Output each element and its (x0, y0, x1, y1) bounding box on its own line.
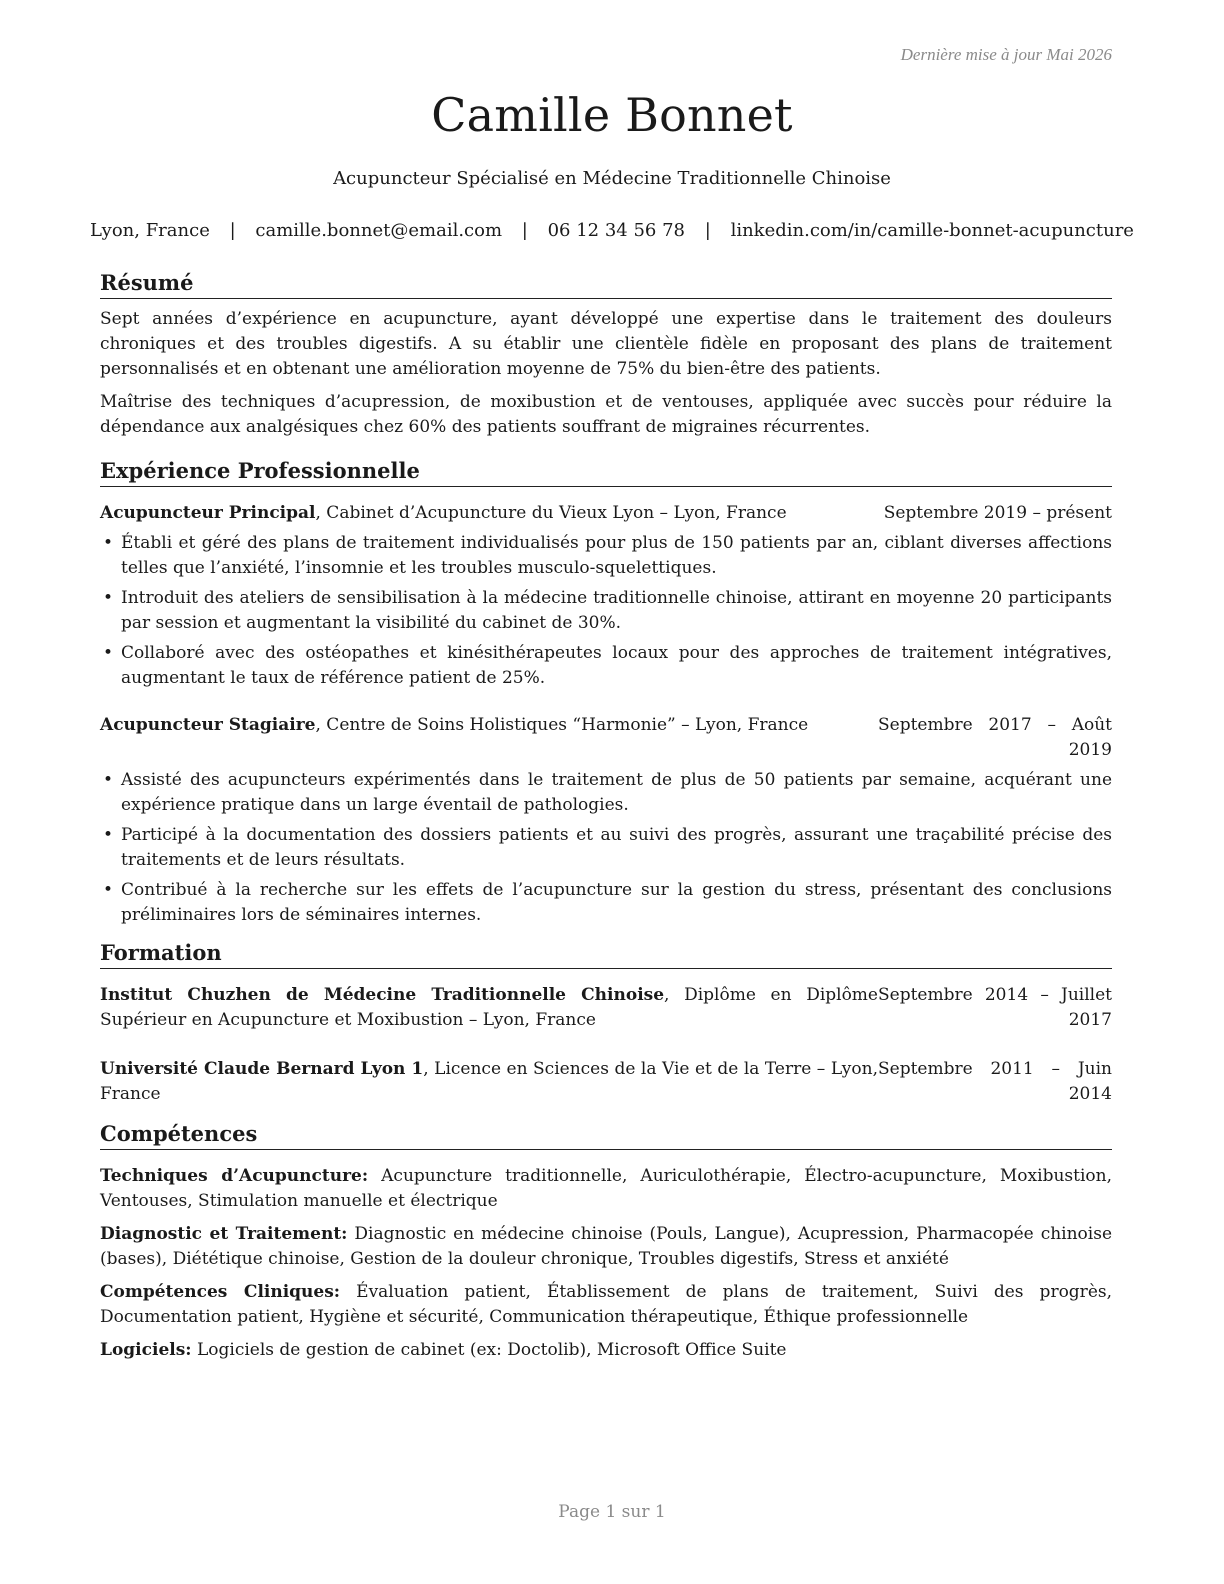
education-dates: Septembre 2014 – Juillet 2017 (878, 985, 1112, 1030)
summary-section (100, 270, 1112, 440)
candidate-name: Camille Bonnet (431, 88, 793, 142)
list-item: • Contribué à la recherche sur les effets de l’acupuncture sur la gestion du stress, présentant des conclusions préliminaires lors de séminaires internes. (103, 880, 1112, 925)
section-title-summary: Résumé (100, 270, 1112, 299)
resume-content (100, 270, 1112, 1363)
education-entry (100, 983, 1112, 1033)
skill-label: Compétences Cliniques: (100, 1282, 341, 1302)
job-bullets (100, 768, 1112, 928)
skill-label: Techniques d’Acupuncture: (100, 1166, 369, 1186)
list-item: • Assisté des acupuncteurs expérimentés dans le traitement de plus de 50 patients par semaine, acquérant une expérience pratique dans un large éventail de pathologies. (103, 770, 1112, 815)
contact-phone[interactable]: 06 12 34 56 78 (547, 220, 686, 241)
job-role: Acupuncteur Stagiaire (100, 715, 316, 735)
job-header (100, 713, 1112, 763)
skill-row (100, 1338, 1112, 1363)
contact-location: Lyon, France (90, 220, 210, 241)
separator: | (704, 220, 711, 241)
section-title-experience: Expérience Professionnelle (100, 458, 1112, 487)
summary-paragraph: Maîtrise des techniques d’acupression, de moxibustion et de ventouses, appliquée avec succès pour réduire la dépendance aux analgésiques chez 60% des patients souffrant de migraines récurrentes. (100, 392, 1112, 437)
list-item: • Collaboré avec des ostéopathes et kinésithérapeutes locaux pour des approches de traitement intégratives, augmentant le taux de référence patient de 25%. (103, 643, 1112, 688)
contact-line (0, 220, 1224, 241)
education-dates: Septembre 2011 – Juin 2014 (878, 1059, 1112, 1104)
education-section (100, 940, 1112, 1107)
last-updated: Dernière mise à jour Mai 2026 (900, 45, 1112, 64)
skill-row (100, 1164, 1112, 1214)
list-item: • Introduit des ateliers de sensibilisation à la médecine traditionnelle chinoise, attirant en moyenne 20 participants par session et augmentant la visibilité du cabinet de 30%. (103, 588, 1112, 633)
job-title: Acupuncteur Spécialisé en Médecine Traditionnelle Chinoise (333, 168, 891, 189)
job-bullets (100, 531, 1112, 691)
job-header (100, 501, 1112, 526)
summary-paragraph: Sept années d’expérience en acupuncture, ayant développé une expertise dans le traitement des douleurs chroniques et des troubles digestifs. A su établir une clientèle fidèle en proposant des plans de traitement personnalisés et en obtenant une amélioration moyenne de 75% du bien-être des patients. (100, 309, 1112, 379)
job-role: Acupuncteur Principal (100, 503, 316, 523)
contact-linkedin[interactable]: linkedin.com/in/camille-bonnet-acupuncture (730, 220, 1134, 241)
experience-section (100, 458, 1112, 928)
list-item: • Participé à la documentation des dossiers patients et au suivi des progrès, assurant une traçabilité précise des traitements et de leurs résultats. (103, 825, 1112, 870)
skill-row (100, 1222, 1112, 1272)
section-title-skills: Compétences (100, 1121, 1112, 1150)
school-name: Université Claude Bernard Lyon 1 (100, 1059, 424, 1079)
skill-text: Logiciels de gestion de cabinet (ex: Doctolib), Microsoft Office Suite (191, 1340, 787, 1360)
list-item: • Établi et géré des plans de traitement individualisés pour plus de 150 patients par an, ciblant diverses affections telles que l’anxiété, l’insomnie et les troubles musculo-squelettiques. (103, 533, 1112, 578)
degree-detail: , Diplôme en Diplôme Supérieur en Acupuncture et Moxibustion – Lyon, France (100, 985, 878, 1030)
job-entry (100, 713, 1112, 928)
job-place: , Cabinet d’Acupuncture du Vieux Lyon – Lyon, France (315, 503, 787, 523)
job-entry (100, 501, 1112, 691)
page-number: Page 1 sur 1 (558, 1502, 666, 1522)
school-name: Institut Chuzhen de Médecine Traditionnelle Chinoise (100, 985, 665, 1005)
degree-detail: , Licence en Sciences de la Vie et de la Terre – Lyon, France (100, 1059, 878, 1104)
separator: | (229, 220, 236, 241)
skill-label: Diagnostic et Traitement: (100, 1224, 348, 1244)
education-entry (100, 1057, 1112, 1107)
separator: | (521, 220, 528, 241)
job-place: , Centre de Soins Holistiques “Harmonie” – Lyon, France (315, 715, 809, 735)
skill-label: Logiciels: (100, 1340, 192, 1360)
job-dates: Septembre 2017 – Août 2019 (878, 715, 1112, 760)
skill-row (100, 1280, 1112, 1330)
skills-section (100, 1121, 1112, 1363)
skill-text: Évaluation patient, Établissement de plans de traitement, Suivi des progrès, Documentation patient, Hygiène et sécurité, Communication thérapeutique, Éthique professionnelle (100, 1282, 1113, 1327)
skill-text: Acupuncture traditionnelle, Auriculothérapie, Électro-acupuncture, Moxibustion, Ventouses, Stimulation manuelle et électrique (100, 1166, 1112, 1211)
section-title-education: Formation (100, 940, 1112, 969)
skill-text: Diagnostic en médecine chinoise (Pouls, Langue), Acupression, Pharmacopée chinoise (bases), Diététique chinoise, Gestion de la douleur chronique, Troubles digestifs, Stress et anxiété (100, 1224, 1113, 1269)
job-dates: Septembre 2019 – présent (883, 503, 1112, 523)
contact-email[interactable]: camille.bonnet@email.com (255, 220, 503, 241)
